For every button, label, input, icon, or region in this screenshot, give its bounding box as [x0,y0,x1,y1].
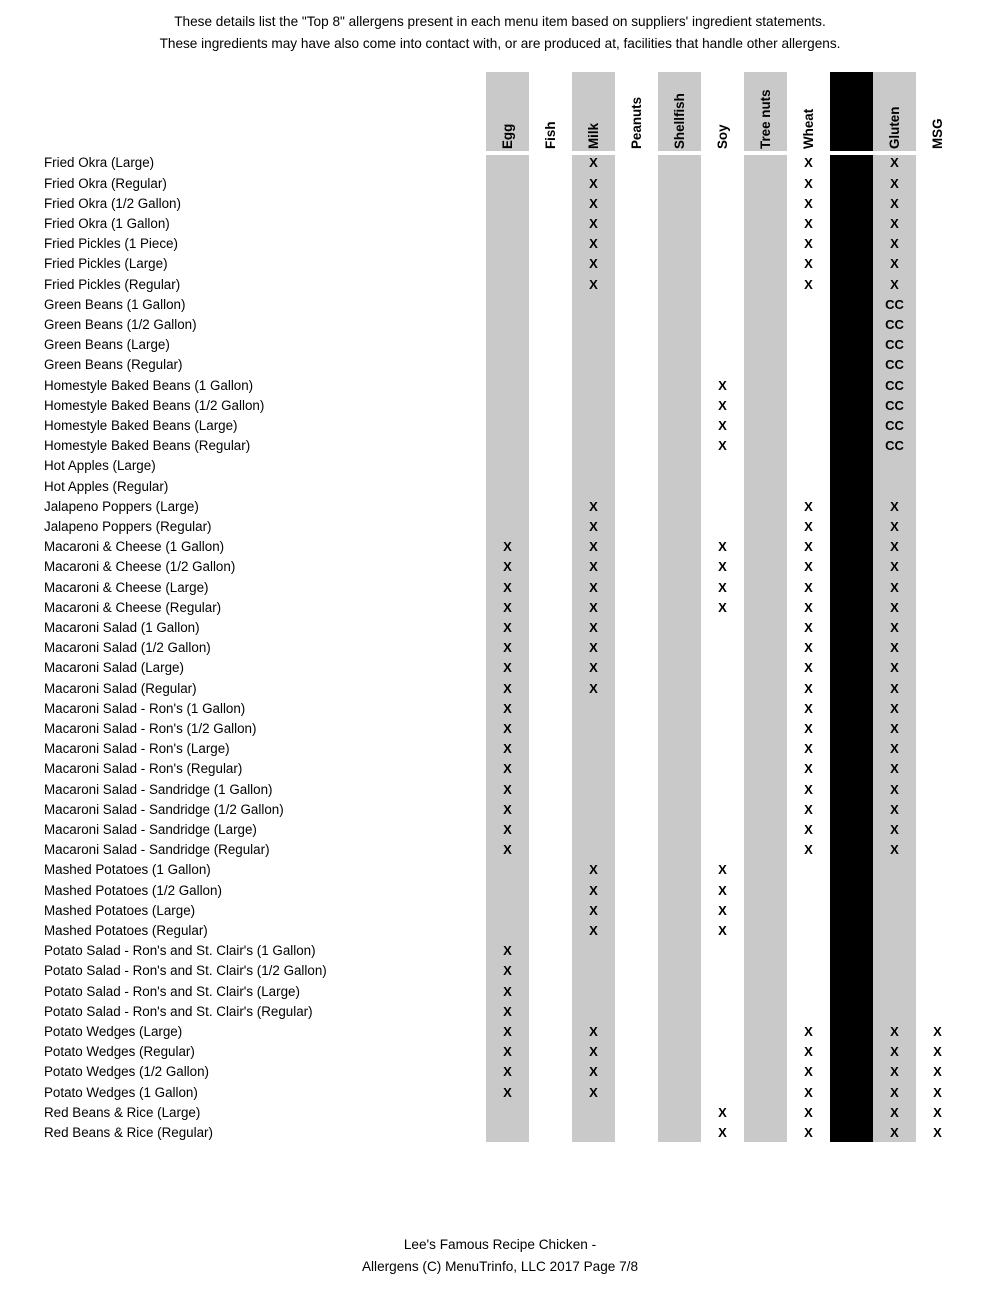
row-label: Fried Pickles (Regular) [44,276,181,292]
allergen-mark: X [589,236,598,252]
allergen-mark: X [718,559,727,575]
row-label: Macaroni & Cheese (1 Gallon) [44,539,225,555]
allergen-mark: X [589,519,598,534]
allergen-mark: X [933,1084,942,1100]
column-header-egg: Egg [499,123,515,149]
allergen-mark: X [890,781,899,797]
allergen-mark: X [718,418,727,433]
column-header-soy: Soy [714,124,730,149]
allergen-mark: X [589,498,598,514]
allergen-mark: X [718,579,727,595]
footer-line-2: Allergens (C) MenuTrinfo, LLC 2017 Page 7/8 [361,1258,639,1274]
allergen-mark: X [890,1044,899,1060]
allergen-mark: X [890,1024,899,1039]
table-row [0,759,1000,779]
table-row [0,860,1000,880]
table-row [0,214,1000,234]
allergen-mark: X [804,842,813,858]
table-row [0,658,1000,678]
allergen-mark: X [804,660,813,676]
allergen-mark: X [589,175,598,191]
column-header-msg: MSG [929,118,945,149]
row-label: Red Beans & Rice (Regular) [44,1125,213,1140]
allergen-mark: X [804,498,813,514]
allergen-mark: X [804,155,813,171]
allergen-mark: X [589,680,598,696]
allergen-mark: X [804,1024,813,1039]
row-label: Green Beans (Large) [44,337,170,353]
allergen-mark: X [589,256,598,272]
table-row [0,456,1000,476]
table-row [0,537,1000,557]
allergen-mark: X [718,539,727,555]
allergen-mark: CC [885,296,904,312]
allergen-mark: CC [885,357,904,373]
allergen-mark: X [804,195,813,211]
table-row [0,1022,1000,1042]
table-row [0,275,1000,295]
table-row [0,820,1000,840]
allergen-mark: X [718,1125,727,1140]
table-row [0,477,1000,497]
allergen-mark: X [804,256,813,272]
allergen-mark: X [804,539,813,555]
allergen-mark: X [890,599,899,615]
allergen-mark: X [589,862,598,878]
allergen-mark: X [933,1044,942,1060]
row-label: Hot Apples (Large) [44,458,156,474]
row-label: Macaroni Salad (1/2 Gallon) [44,640,211,656]
allergen-mark: X [933,1024,942,1039]
table-row [0,1123,1000,1143]
allergen-mark: X [503,640,512,656]
row-label: Homestyle Baked Beans (Large) [44,418,238,433]
intro-line-1: These details list the "Top 8" allergens present in each menu item based on suppliers' ingredient statements. [174,14,826,29]
row-label: Red Beans & Rice (Large) [44,1104,201,1120]
footer-line-1: Lee's Famous Recipe Chicken - [403,1237,597,1252]
allergen-mark: X [804,1084,813,1100]
row-label: Potato Wedges (1/2 Gallon) [44,1064,209,1080]
allergen-mark: X [503,660,512,676]
allergen-mark: X [890,276,899,292]
allergen-mark: X [804,559,813,575]
table-row [0,557,1000,577]
table-row [0,739,1000,759]
intro-line-2: These ingredients may have also come into contact with, or are produced at, facilities that handle other allergens. [159,35,841,51]
row-label: Macaroni Salad - Ron's (Large) [44,741,230,757]
allergen-mark: X [503,983,512,999]
row-label: Potato Wedges (1 Gallon) [44,1084,198,1100]
row-label: Macaroni Salad - Sandridge (1 Gallon) [44,781,273,797]
allergen-mark: CC [885,418,904,433]
allergen-mark: X [890,155,899,171]
allergen-mark: X [890,519,899,534]
row-label: Jalapeno Poppers (Large) [44,498,199,514]
allergen-mark: X [503,842,512,858]
allergen-mark: X [804,822,813,837]
table-row [0,194,1000,214]
allergen-mark: X [718,397,727,413]
allergen-mark: X [890,256,899,272]
column-header-wheat: Wheat [800,108,816,149]
row-label: Mashed Potatoes (Regular) [44,923,208,938]
allergen-mark: X [804,721,813,736]
row-label: Macaroni Salad - Sandridge (Regular) [44,842,270,858]
allergen-mark: X [718,438,727,454]
table-row [0,436,1000,456]
allergen-mark: X [804,236,813,252]
allergen-mark: X [804,1064,813,1080]
table-row [0,497,1000,517]
table-row [0,598,1000,618]
allergen-mark: X [589,640,598,656]
allergen-mark: X [804,599,813,615]
allergen-mark: X [890,1125,899,1140]
allergen-mark: X [503,781,512,797]
allergen-mark: X [804,519,813,534]
table-row [0,800,1000,820]
column-header-peanuts: Peanuts [628,96,644,149]
intro-text [0,11,1000,54]
table-row [0,174,1000,194]
row-label: Mashed Potatoes (Large) [44,902,196,918]
table-row [0,921,1000,941]
allergen-mark: X [503,599,512,615]
allergen-mark: X [589,155,598,171]
allergen-mark: X [890,842,899,858]
allergen-mark: X [503,761,512,777]
row-label: Green Beans (1/2 Gallon) [44,317,197,332]
row-label: Potato Salad - Ron's and St. Clair's (1 Gallon) [44,943,316,959]
row-label: Fried Okra (Regular) [44,175,167,191]
allergen-mark: X [589,539,598,555]
row-label: Potato Salad - Ron's and St. Clair's (Large) [44,983,300,999]
table-row [0,982,1000,1002]
table-row [0,396,1000,416]
allergen-mark: CC [885,337,904,353]
row-label: Potato Wedges (Regular) [44,1044,195,1060]
allergen-mark: X [890,498,899,514]
allergen-mark: X [503,943,512,959]
allergen-mark: X [804,276,813,292]
allergen-mark: X [804,1125,813,1140]
allergen-mark: X [890,1084,899,1100]
allergen-mark: X [804,680,813,696]
row-label: Macaroni Salad - Sandridge (Large) [44,822,257,837]
allergen-mark: X [503,1024,512,1039]
allergen-mark: X [890,700,899,716]
allergen-mark: X [503,559,512,575]
allergen-mark: X [804,1044,813,1060]
allergen-mark: X [503,700,512,716]
allergen-mark: CC [885,397,904,413]
allergen-mark: X [589,216,598,231]
allergen-mark: X [589,579,598,595]
column-header-gluten: Gluten [886,106,902,149]
allergen-mark: X [804,579,813,595]
table-row [0,1062,1000,1082]
table-row [0,416,1000,436]
column-header-tree-nuts: Tree nuts [757,89,773,149]
allergen-mark: X [503,801,512,817]
allergen-mark: X [890,579,899,595]
allergen-mark: X [503,1084,512,1100]
row-label: Green Beans (1 Gallon) [44,296,186,312]
allergen-mark: X [503,741,512,757]
table-row [0,780,1000,800]
row-label: Macaroni Salad (1 Gallon) [44,620,200,635]
allergen-mark: X [890,195,899,211]
allergen-mark: X [718,902,727,918]
allergen-mark: X [589,276,598,292]
table-row [0,941,1000,961]
row-label: Fried Okra (1 Gallon) [44,216,170,231]
allergen-mark: X [933,1125,942,1140]
row-label: Potato Wedges (Large) [44,1024,183,1039]
row-label: Fried Pickles (Large) [44,256,168,272]
allergen-mark: CC [885,317,904,332]
allergen-mark: X [718,599,727,615]
allergen-mark: X [503,539,512,555]
row-label: Green Beans (Regular) [44,357,183,373]
allergen-mark: X [718,862,727,878]
allergen-mark: X [503,1064,512,1080]
row-label: Macaroni Salad (Large) [44,660,184,676]
table-row [0,1042,1000,1062]
allergen-mark: X [718,882,727,898]
allergen-mark: X [804,801,813,817]
row-label: Mashed Potatoes (1 Gallon) [44,862,211,878]
table-row [0,638,1000,658]
allergen-mark: X [890,216,899,231]
table-row [0,840,1000,860]
allergen-mark: X [503,680,512,696]
column-header-fish: Fish [542,121,558,149]
table-row [0,618,1000,638]
table-row [0,315,1000,335]
table-row [0,254,1000,274]
row-label: Macaroni Salad - Sandridge (1/2 Gallon) [44,801,284,817]
allergen-mark: CC [885,377,904,393]
allergen-mark: X [589,923,598,938]
allergen-mark: X [804,620,813,635]
allergen-mark: X [589,599,598,615]
row-label: Mashed Potatoes (1/2 Gallon) [44,882,222,898]
table-row [0,881,1000,901]
table-row [0,1103,1000,1123]
allergen-mark: X [718,377,727,393]
column-header-milk: Milk [585,122,601,149]
table-row [0,719,1000,739]
row-label: Homestyle Baked Beans (1 Gallon) [44,377,254,393]
row-label: Hot Apples (Regular) [44,478,169,494]
allergen-mark: X [890,741,899,757]
row-label: Homestyle Baked Beans (Regular) [44,438,251,454]
allergen-mark: X [503,1044,512,1060]
row-label: Fried Pickles (1 Piece) [44,236,178,252]
table-row [0,376,1000,396]
allergen-mark: X [804,700,813,716]
table-row [0,961,1000,981]
allergen-mark: X [718,923,727,938]
row-label: Macaroni Salad (Regular) [44,680,197,696]
allergen-mark: X [589,559,598,575]
allergen-mark: X [890,236,899,252]
table-row [0,295,1000,315]
table-row [0,335,1000,355]
table-row [0,1083,1000,1103]
row-label: Macaroni & Cheese (Large) [44,579,209,595]
allergen-mark: X [804,640,813,656]
allergen-mark: X [589,1024,598,1039]
allergen-mark: X [503,721,512,736]
row-label: Macaroni & Cheese (Regular) [44,599,222,615]
allergen-mark: X [933,1064,942,1080]
row-label: Homestyle Baked Beans (1/2 Gallon) [44,397,265,413]
column-stripe-header [830,72,873,151]
allergen-mark: X [503,579,512,595]
allergen-mark: X [890,1064,899,1080]
allergen-mark: X [718,1104,727,1120]
allergen-mark: X [890,761,899,777]
allergen-mark: X [503,1003,512,1019]
table-row [0,234,1000,254]
allergen-mark: X [589,1044,598,1060]
allergen-mark: X [503,822,512,837]
table-row [0,578,1000,598]
table-row [0,517,1000,537]
row-label: Fried Okra (Large) [44,155,155,171]
allergen-mark: CC [885,438,904,454]
allergen-mark: X [890,539,899,555]
allergen-mark: X [589,882,598,898]
allergen-mark: X [890,1104,899,1120]
allergen-mark: X [890,660,899,676]
footer-text [0,1234,1000,1277]
allergen-mark: X [804,741,813,757]
allergen-mark: X [890,640,899,656]
allergen-mark: X [933,1104,942,1120]
table-row [0,153,1000,173]
row-label: Macaroni Salad - Ron's (1 Gallon) [44,700,246,716]
allergen-mark: X [589,195,598,211]
allergen-mark: X [890,721,899,736]
row-label: Potato Salad - Ron's and St. Clair's (Regular) [44,1003,313,1019]
table-row [0,901,1000,921]
allergen-mark: X [890,620,899,635]
allergen-mark: X [804,1104,813,1120]
allergen-mark: X [804,216,813,231]
allergen-mark: X [503,620,512,635]
column-header-shellfish: Shellfish [671,93,687,149]
row-label: Fried Okra (1/2 Gallon) [44,195,181,211]
allergen-mark: X [890,822,899,837]
allergen-mark: X [890,680,899,696]
allergen-mark: X [589,902,598,918]
table-row [0,679,1000,699]
row-label: Macaroni Salad - Ron's (Regular) [44,761,243,777]
table-row [0,1002,1000,1022]
row-label: Macaroni Salad - Ron's (1/2 Gallon) [44,721,257,736]
row-label: Jalapeno Poppers (Regular) [44,519,212,534]
table-row [0,699,1000,719]
allergen-mark: X [890,559,899,575]
allergen-mark: X [804,761,813,777]
row-label: Macaroni & Cheese (1/2 Gallon) [44,559,236,575]
allergen-mark: X [589,1084,598,1100]
allergen-mark: X [503,963,512,979]
allergen-mark: X [589,1064,598,1080]
allergen-mark: X [804,175,813,191]
allergen-mark: X [589,620,598,635]
row-label: Potato Salad - Ron's and St. Clair's (1/2 Gallon) [44,963,327,979]
allergen-mark: X [804,781,813,797]
allergen-mark: X [890,801,899,817]
table-row [0,355,1000,375]
allergen-mark: X [589,660,598,676]
allergen-mark: X [890,175,899,191]
